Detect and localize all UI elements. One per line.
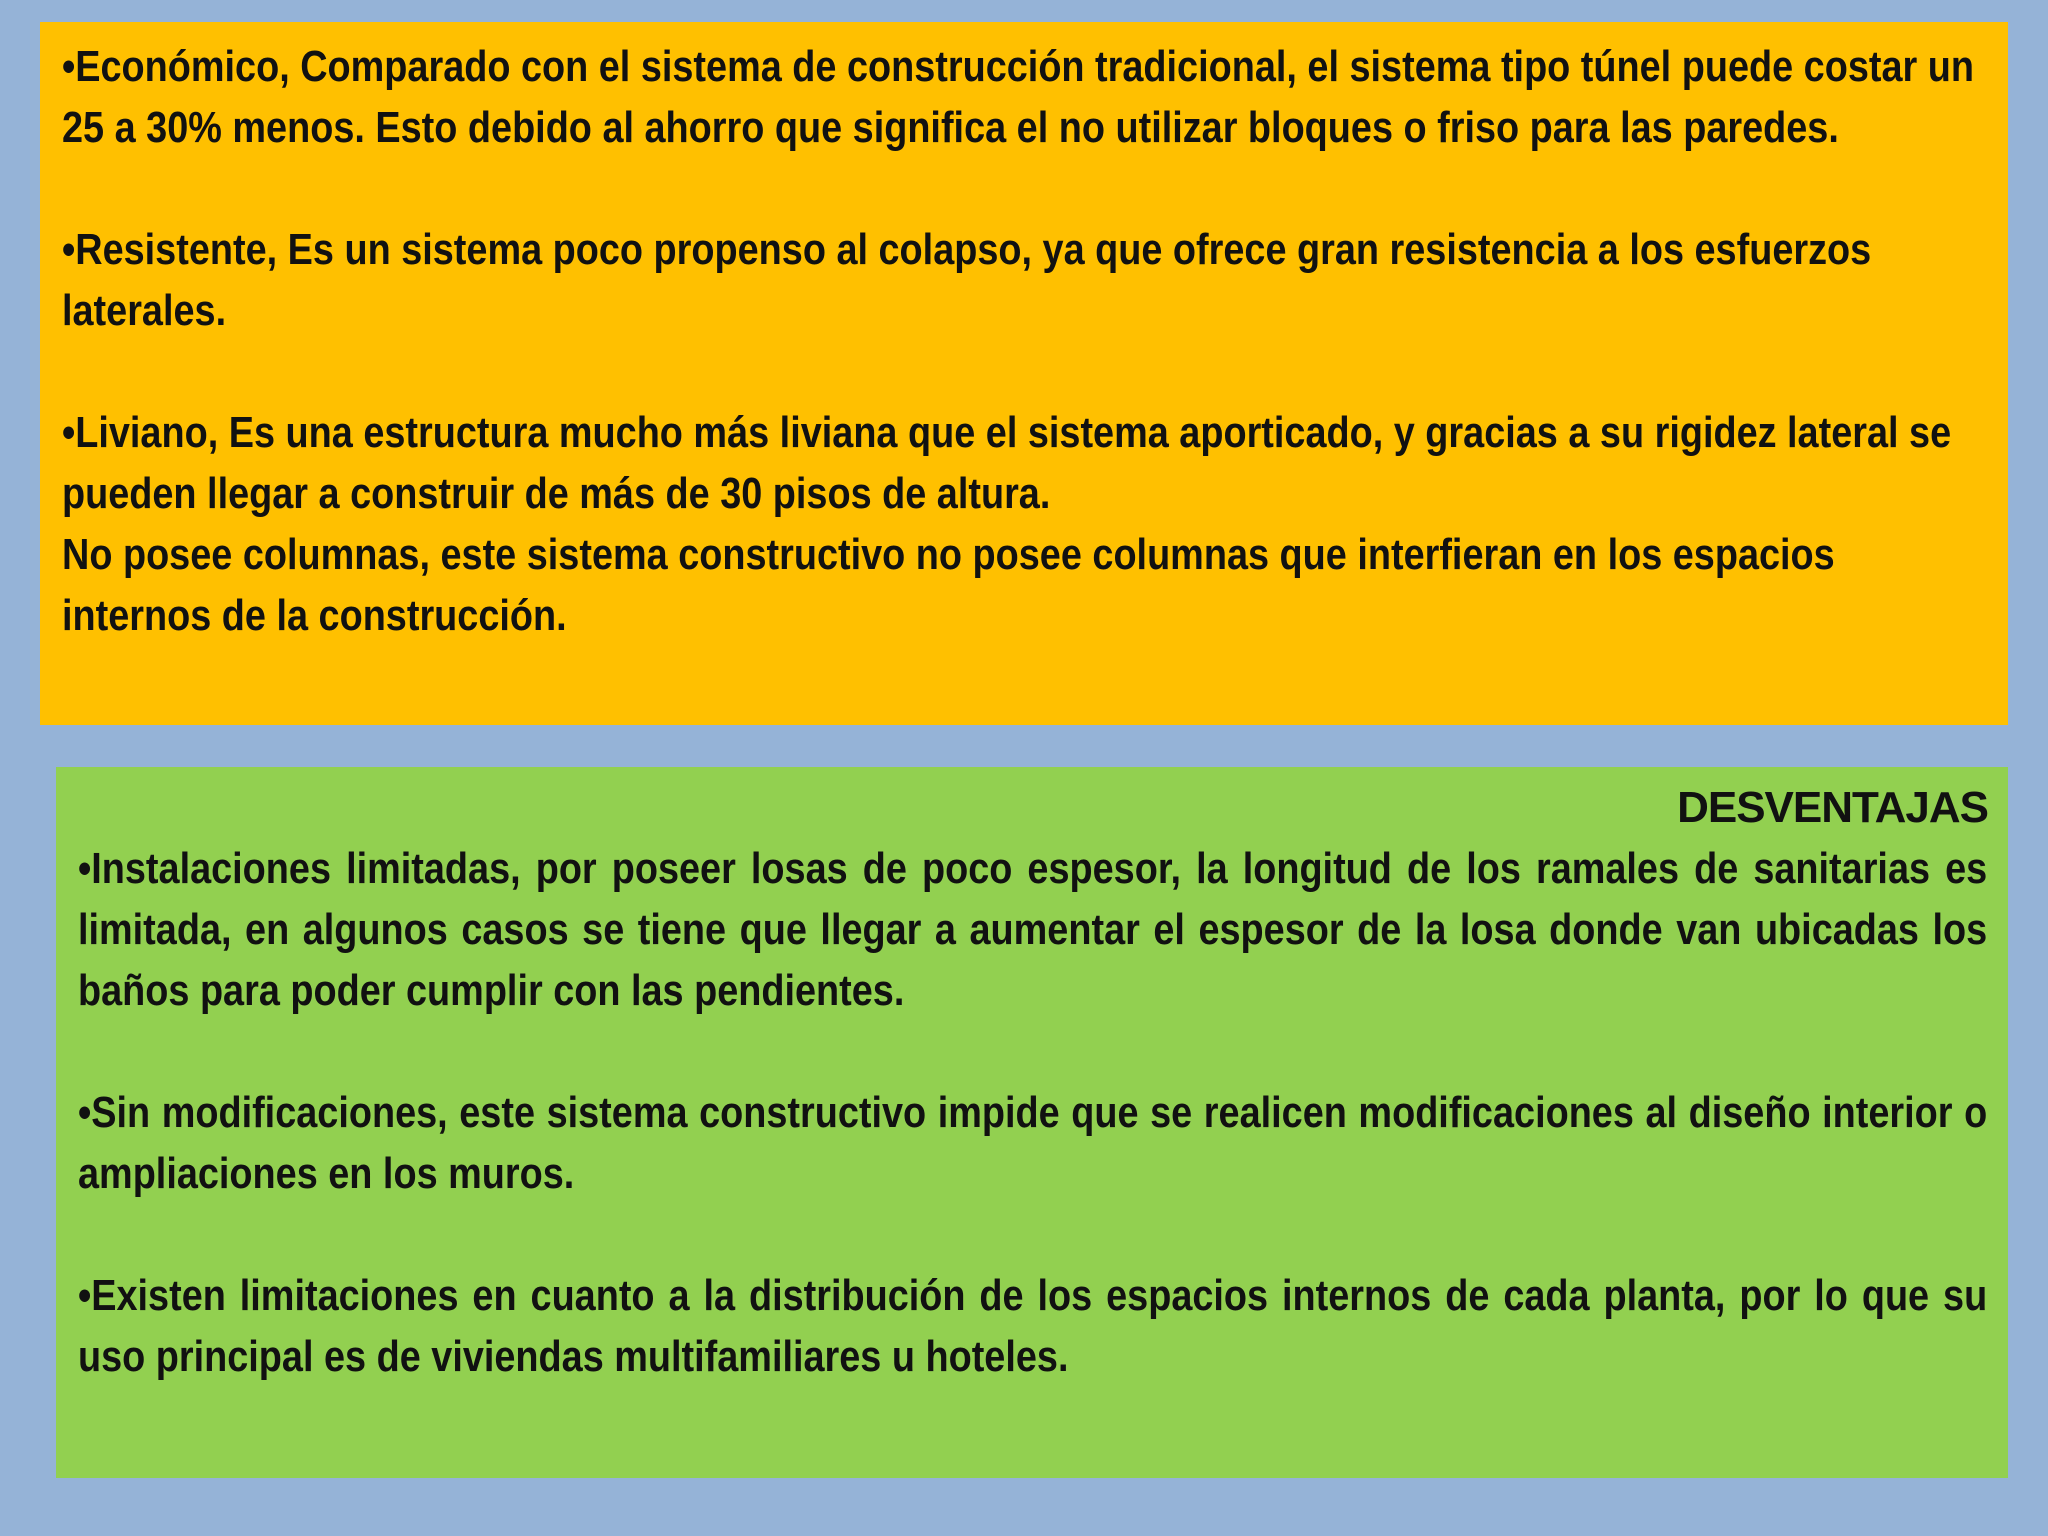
desventaja-sin-modificaciones: •Sin modificaciones, este sistema constructivo impide que se realicen modificaciones al diseño interior o ampliaciones en los muros. <box>78 1088 1988 1198</box>
ventaja-liviano: •Liviano, Es una estructura mucho más liviana que el sistema aporticado, y gracias a su rigidez lateral se pueden llegar a construir de más de 30 pisos de altura. <box>62 408 1952 518</box>
ventaja-economico: •Económico, Comparado con el sistema de construcción tradicional, el sistema tipo túnel puede costar un 25 a 30% menos. Esto debido al ahorro que significa el no utilizar bloques o friso para las paredes. <box>62 42 1974 152</box>
spacer <box>62 341 1988 402</box>
desventaja-limitaciones: •Existen limitaciones en cuanto a la distribución de los espacios internos de cada planta, por lo que su uso principal es de viviendas multifamiliares u hoteles. <box>78 1271 1988 1381</box>
desventajas-heading: DESVENTAJAS <box>1677 783 1988 832</box>
spacer <box>78 1021 1988 1082</box>
spacer <box>62 158 1988 219</box>
spacer <box>78 1204 1988 1265</box>
desventajas-panel <box>56 767 2008 1478</box>
desventaja-instalaciones: •Instalaciones limitadas, por poseer losas de poco espesor, la longitud de los ramales de sanitarias es limitada, en algunos casos se tiene que llegar a aumentar el espesor de la losa donde van ubicadas los baños para poder cumplir con las pendientes. <box>78 844 1988 1015</box>
ventajas-panel <box>40 22 2008 725</box>
ventaja-sin-columnas: No posee columnas, este sistema constructivo no posee columnas que interfieran en los espacios internos de la construcción. <box>62 530 1835 640</box>
ventaja-resistente: •Resistente, Es un sistema poco propenso al colapso, ya que ofrece gran resistencia a los esfuerzos laterales. <box>62 225 1872 335</box>
